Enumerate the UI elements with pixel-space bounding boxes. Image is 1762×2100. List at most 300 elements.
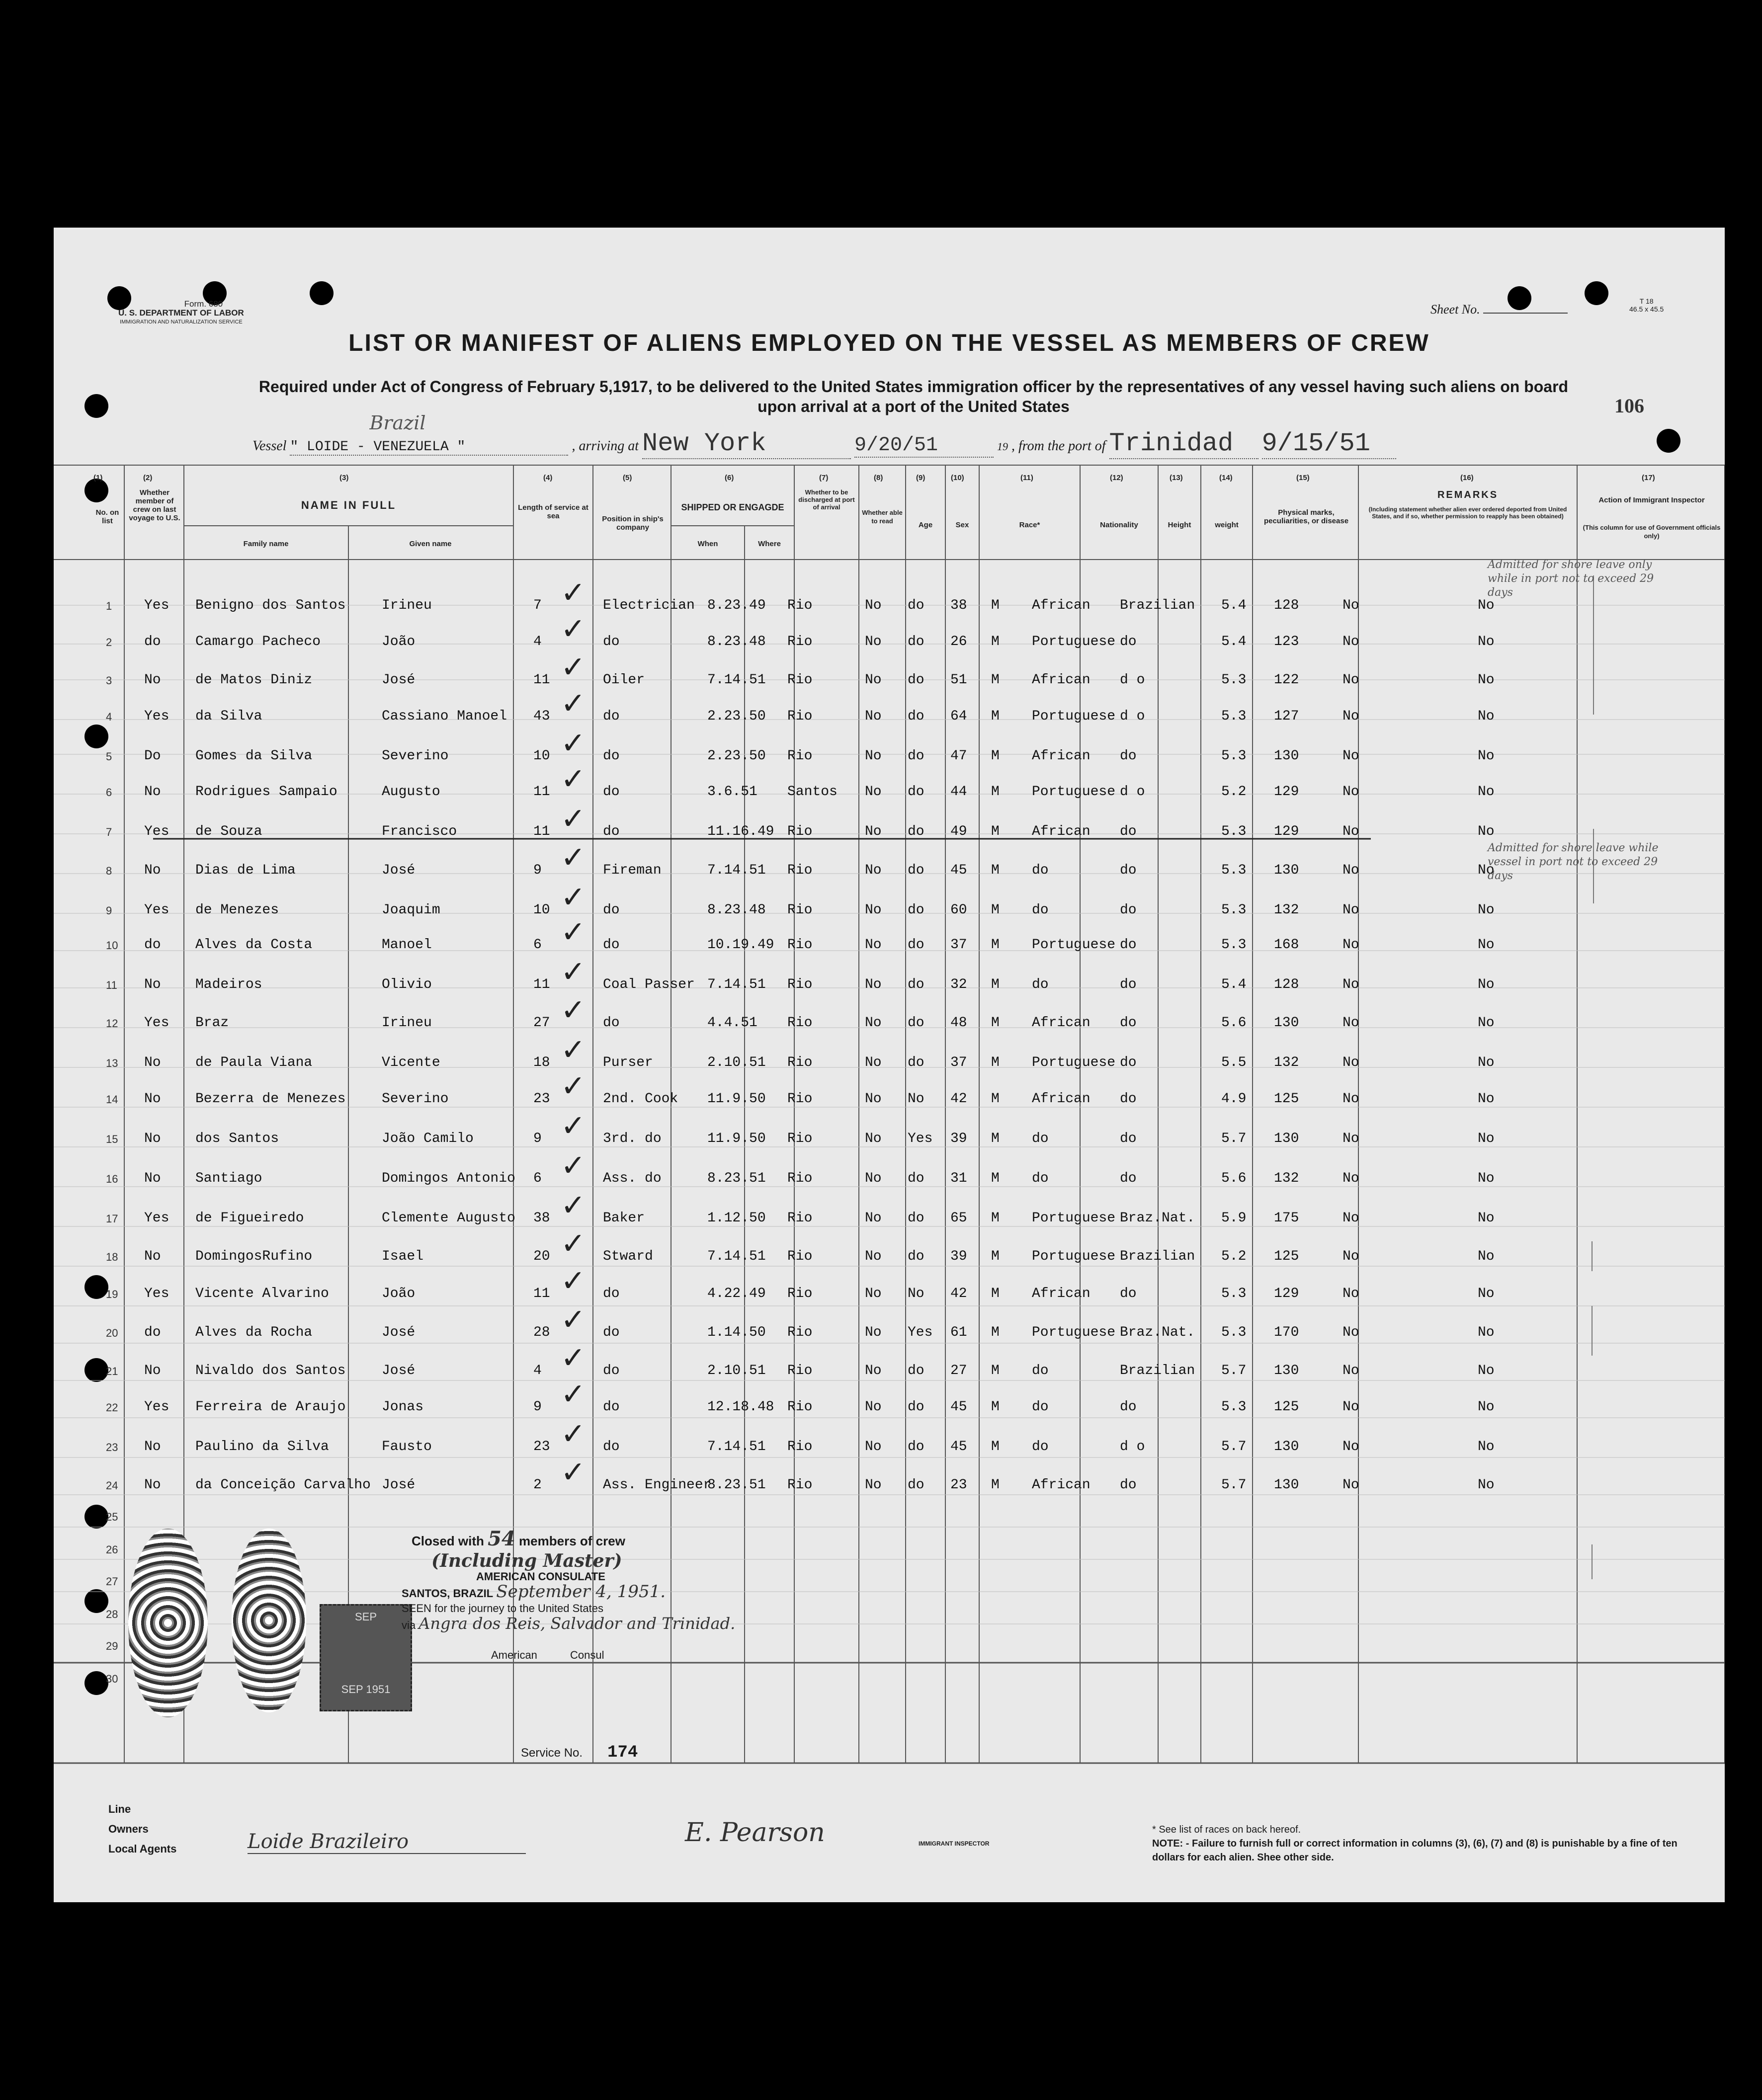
cell-where: Rio [787,598,813,613]
cell-service: 23 [533,1439,550,1454]
column-number: (17) [1642,474,1655,482]
row-number: 21 [106,1365,118,1377]
cell-where: Rio [787,863,813,878]
arriving-label: , arriving at [572,438,639,454]
cell-disch: No [865,977,882,992]
cell-age: 37 [950,937,967,953]
cell-family: Santiago [195,1171,262,1186]
cell-race: Portuguese [1032,784,1116,800]
cell-service: 20 [533,1249,550,1264]
cell-height: 5.7 [1221,1131,1247,1146]
punch-hole [84,1671,108,1695]
cell-nationality: do [1120,863,1137,878]
cell-height: 5.3 [1221,1399,1247,1415]
row-number: 30 [106,1673,118,1685]
cell-disch: No [865,902,882,918]
cell-remarks: No [1478,1015,1495,1031]
vessel-name: " LOIDE - VENEZUELA " [290,439,466,455]
cell-read: Yes [908,1131,933,1146]
cell-weight: 127 [1274,709,1299,724]
cell-marks: No [1342,863,1359,878]
check-mark-icon: ✓ [561,686,586,721]
cell-where: Rio [787,1399,813,1415]
column-number: (1) [93,474,103,482]
cell-prev: do [144,634,161,649]
cell-remarks: No [1478,709,1495,724]
cell-when: 10.19.49 [707,937,774,953]
cell-service: 4 [533,1363,542,1378]
sheet-number [1430,302,1568,317]
cell-when: 1.14.50 [707,1325,766,1340]
punch-hole [84,1358,108,1382]
cell-read: do [908,863,924,878]
cell-family: Nivaldo dos Santos [195,1363,346,1378]
cell-age: 65 [950,1211,967,1226]
check-mark-icon: ✓ [561,726,586,761]
header-weight: weight [1215,521,1239,529]
cell-disch: No [865,709,882,724]
cell-position: do [603,1325,620,1340]
cell-height: 5.4 [1221,977,1247,992]
cell-where: Rio [787,824,813,839]
cell-position: Stward [603,1249,653,1264]
cell-race: African [1032,598,1091,613]
cell-where: Rio [787,1211,813,1226]
cell-disch: No [865,748,882,764]
cell-age: 60 [950,902,967,918]
cell-disch: No [865,598,882,613]
cell-sex: M [991,1439,1000,1454]
cell-nationality: d o [1120,784,1145,800]
owners-label: Owners [108,1823,149,1835]
seen-statement: SEEN for the journey to the United States [402,1602,604,1615]
cell-race: do [1032,1399,1049,1415]
check-mark-icon: ✓ [561,1302,586,1337]
cell-race: African [1032,748,1091,764]
local-agents-value: Loide Brazileiro [248,1830,526,1854]
cell-disch: No [865,784,882,800]
cell-when: 4.4.51 [707,1015,757,1031]
cell-sex: M [991,1131,1000,1146]
cell-remarks: No [1478,937,1495,953]
check-mark-icon: ✓ [561,1148,586,1183]
header-shipped-where: Where [758,540,781,548]
check-mark-icon: ✓ [561,993,586,1028]
cell-when: 2.10.51 [707,1363,766,1378]
cell-where: Rio [787,937,813,953]
cell-height: 5.2 [1221,1249,1247,1264]
check-mark-icon: ✓ [561,575,586,610]
cell-sex: M [991,672,1000,688]
cell-prev: No [144,1091,161,1107]
punch-hole [84,479,108,502]
cell-weight: 130 [1274,748,1299,764]
cell-remarks: No [1478,598,1495,613]
cell-sex: M [991,1286,1000,1301]
cell-race: African [1032,672,1091,688]
column-number: (7) [819,474,829,482]
check-mark-icon: ✓ [561,1109,586,1143]
check-mark-icon: ✓ [561,1188,586,1223]
cell-where: Rio [787,634,813,649]
cell-race: do [1032,1171,1049,1186]
via-label: via [402,1619,416,1631]
cell-where: Rio [787,1477,813,1493]
cell-marks: No [1342,1363,1359,1378]
cell-height: 5.3 [1221,1325,1247,1340]
cell-sex: M [991,1091,1000,1107]
cell-family: da Conceição Carvalho [195,1477,371,1493]
cell-prev: No [144,1477,161,1493]
remark-annotation-row-7: Admitted for shore leave while vessel in port not to exceed 29 days [1488,842,1659,882]
cell-age: 45 [950,1399,967,1415]
cell-remarks: No [1478,1249,1495,1264]
cell-age: 44 [950,784,967,800]
row-number: 20 [106,1327,118,1339]
cell-service: 2 [533,1477,542,1493]
check-mark-icon: ✓ [561,1455,586,1490]
cell-weight: 130 [1274,1015,1299,1031]
via-route: Angra dos Reis, Salvador and Trinidad. [419,1614,736,1633]
cell-height: 5.6 [1221,1171,1247,1186]
cell-when: 11.9.50 [707,1131,766,1146]
cell-weight: 129 [1274,824,1299,839]
closed-with-prefix: Closed with [412,1534,484,1548]
cell-race: do [1032,1363,1049,1378]
cell-race: African [1032,1091,1091,1107]
cell-height: 5.3 [1221,709,1247,724]
consular-certification [402,1569,735,1663]
cell-sex: M [991,1055,1000,1070]
cell-nationality: Brazilian [1120,598,1195,613]
cell-where: Rio [787,1249,813,1264]
cell-weight: 132 [1274,1171,1299,1186]
cell-when: 8.23.48 [707,902,766,918]
check-mark-icon: ✓ [561,1417,586,1452]
cell-age: 32 [950,977,967,992]
cell-position: Electrician [603,598,695,613]
cell-marks: No [1342,1249,1359,1264]
cell-position: do [603,1399,620,1415]
cell-age: 47 [950,748,967,764]
row-number: 18 [106,1251,118,1263]
cell-sex: M [991,1399,1000,1415]
row-number: 3 [106,674,112,687]
header-discharged: Whether to be discharged at port of arrival [798,488,855,511]
row-number: 23 [106,1441,118,1454]
departure-date: 9/15/51 [1262,429,1396,459]
cell-read: do [908,598,924,613]
cell-given: Augusto [382,784,440,800]
cell-family: de Figueiredo [195,1211,304,1226]
row-number: 26 [106,1543,118,1556]
cell-nationality: do [1120,902,1137,918]
cell-height: 5.6 [1221,1015,1247,1031]
cell-service: 28 [533,1325,550,1340]
cell-read: do [908,1055,924,1070]
column-number: (12) [1110,474,1123,482]
cell-remarks: No [1478,1055,1495,1070]
check-mark-icon: ✓ [561,1341,586,1375]
punch-hole [84,725,108,748]
cell-where: Rio [787,1286,813,1301]
cell-prev: No [144,1363,161,1378]
header-name-in-full: NAME IN FULL [301,499,397,511]
cell-prev: No [144,977,161,992]
stamp-bottom-text: SEP 1951 [341,1683,391,1696]
cell-marks: No [1342,824,1359,839]
cell-nationality: d o [1120,672,1145,688]
races-note: * See list of races on back hereof. [1152,1824,1301,1835]
cell-when: 7.14.51 [707,672,766,688]
cell-marks: No [1342,1286,1359,1301]
cell-remarks: No [1478,634,1495,649]
cell-nationality: do [1120,977,1137,992]
cell-read: do [908,1439,924,1454]
cell-nationality: Brazilian [1120,1363,1195,1378]
cell-sex: M [991,1477,1000,1493]
consul-label: Consul [570,1649,604,1661]
manifest-sheet [54,228,1725,1902]
cell-race: Portuguese [1032,1249,1116,1264]
check-mark-icon: ✓ [561,915,586,950]
cell-nationality: do [1120,1399,1137,1415]
cell-family: Camargo Pacheco [195,634,321,649]
cell-weight: 125 [1274,1091,1299,1107]
line-label: Line [108,1803,131,1815]
cell-where: Rio [787,902,813,918]
cell-family: Madeiros [195,977,262,992]
cell-race: do [1032,1131,1049,1146]
header-remarks-detail: (Including statement whether alien ever ordered deported from United States, and if so, whether permission to reapply has been obtained) [1368,506,1567,520]
cell-sex: M [991,1363,1000,1378]
arrival-date: 9/20/51 [854,434,994,458]
form-identification [118,300,244,326]
cell-height: 5.3 [1221,937,1247,953]
cell-height: 5.4 [1221,634,1247,649]
cell-race: Portuguese [1032,709,1116,724]
cell-nationality: do [1120,1015,1137,1031]
cell-position: do [603,937,620,953]
cell-marks: No [1342,1325,1359,1340]
column-number: (16) [1460,474,1474,482]
cell-nationality: do [1120,634,1137,649]
cell-weight: 130 [1274,1439,1299,1454]
cell-prev: No [144,1055,161,1070]
cell-weight: 130 [1274,1131,1299,1146]
subtitle-line-2: upon arrival at a port of the United States [757,398,1070,415]
cell-age: 23 [950,1477,967,1493]
cell-age: 64 [950,709,967,724]
cell-where: Rio [787,1015,813,1031]
column-number: (13) [1170,474,1183,482]
cell-read: do [908,1211,924,1226]
cell-when: 8.23.49 [707,598,766,613]
cell-prev: Yes [144,1286,169,1301]
cell-position: Baker [603,1211,645,1226]
row-number: 29 [106,1640,118,1652]
header-position: Position in ship's company [602,515,664,532]
consular-seal-left [128,1529,208,1717]
cell-where: Rio [787,672,813,688]
header-nationality: Nationality [1100,521,1138,529]
cell-given: João [382,1286,416,1301]
vessel-label: Vessel [252,438,287,454]
cell-service: 27 [533,1015,550,1031]
service-label: Service No. [521,1746,583,1760]
cell-prev: Yes [144,824,169,839]
punch-hole [84,1275,108,1299]
cell-prev: Yes [144,1211,169,1226]
header-physical-marks: Physical marks, peculiarities, or disease [1263,508,1349,525]
header-age: Age [918,521,933,529]
cell-given: Clemente Augusto [382,1211,515,1226]
column-number: (2) [143,474,153,482]
cell-marks: No [1342,598,1359,613]
cell-position: Coal Passer [603,977,695,992]
cell-height: 5.4 [1221,598,1247,613]
row-number: 11 [106,979,117,991]
cell-marks: No [1342,1171,1359,1186]
cell-sex: M [991,1015,1000,1031]
cell-remarks: No [1478,1131,1495,1146]
punch-hole [84,394,108,418]
header-no-on-list: No. on list [95,508,119,525]
column-number: (10) [951,474,964,482]
row-number: 12 [106,1017,118,1030]
cell-service: 23 [533,1091,550,1107]
cell-remarks: No [1478,824,1495,839]
cell-service: 11 [533,1286,550,1301]
cell-where: Rio [787,1055,813,1070]
cell-family: Braz [195,1015,229,1031]
cell-race: Portuguese [1032,937,1116,953]
cell-age: 37 [950,1055,967,1070]
vessel-name-field [290,412,568,456]
cell-weight: 128 [1274,598,1299,613]
row-number: 6 [106,786,112,799]
cell-service: 9 [533,1399,542,1415]
inspector-label: IMMIGRANT INSPECTOR [919,1840,990,1847]
cell-nationality: d o [1120,1439,1145,1454]
cell-nationality: do [1120,1477,1137,1493]
closing-statement [412,1527,625,1571]
cell-sex: M [991,784,1000,800]
punch-hole [84,1589,108,1613]
cell-given: João Camilo [382,1131,474,1146]
cell-read: do [908,937,924,953]
cell-where: Rio [787,1131,813,1146]
cell-prev: Do [144,748,161,764]
cell-read: do [908,977,924,992]
cell-service: 10 [533,902,550,918]
check-mark-icon: ✓ [561,1377,586,1412]
cell-given: Manoel [382,937,432,953]
cell-race: Portuguese [1032,1211,1116,1226]
cell-height: 4.9 [1221,1091,1247,1107]
cell-disch: No [865,1055,882,1070]
cell-age: 42 [950,1091,967,1107]
cell-prev: do [144,937,161,953]
column-number: (5) [623,474,632,482]
cell-weight: 130 [1274,1477,1299,1493]
cell-marks: No [1342,1211,1359,1226]
cell-remarks: No [1478,977,1495,992]
cell-height: 5.7 [1221,1363,1247,1378]
row-number: 19 [106,1288,118,1300]
check-mark-icon: ✓ [561,802,586,836]
cell-prev: Yes [144,598,169,613]
cell-when: 7.14.51 [707,863,766,878]
cell-service: 9 [533,863,542,878]
row-number: 27 [106,1575,118,1588]
row-number: 9 [106,904,112,917]
cell-age: 38 [950,598,967,613]
cell-when: 4.22.49 [707,1286,766,1301]
cell-disch: No [865,1325,882,1340]
cell-marks: No [1342,902,1359,918]
cell-sex: M [991,937,1000,953]
cell-service: 7 [533,598,542,613]
cell-where: Rio [787,977,813,992]
cell-where: Rio [787,709,813,724]
cell-remarks: No [1478,1439,1495,1454]
cell-position: do [603,1015,620,1031]
cell-disch: No [865,1477,882,1493]
cell-prev: No [144,863,161,878]
cell-nationality: Brazilian [1120,1249,1195,1264]
cell-when: 11.9.50 [707,1091,766,1107]
cell-service: 11 [533,672,550,688]
cell-age: 31 [950,1171,967,1186]
cell-remarks: No [1478,1325,1495,1340]
column-number: (11) [1020,474,1033,482]
cell-disch: No [865,634,882,649]
cell-remarks: No [1478,748,1495,764]
cell-disch: No [865,1439,882,1454]
row-number: 22 [106,1401,118,1414]
cell-weight: 132 [1274,902,1299,918]
cell-sex: M [991,977,1000,992]
including-master: (Including Master) [431,1550,622,1571]
check-mark-icon: ✓ [561,762,586,797]
cell-age: 27 [950,1363,967,1378]
cell-when: 3.6.51 [707,784,757,800]
row-number: 7 [106,826,112,838]
cell-prev: No [144,1249,161,1264]
check-mark-icon: ✓ [561,1226,586,1261]
cell-service: 38 [533,1211,550,1226]
cell-given: José [382,672,416,688]
service-number-value: 174 [607,1743,638,1762]
cell-height: 5.2 [1221,784,1247,800]
row-number: 1 [106,600,112,612]
cell-position: do [603,1363,620,1378]
t18-code: T 18 [1639,297,1654,305]
cell-where: Rio [787,748,813,764]
cell-remarks: No [1478,1211,1495,1226]
cell-given: Olivio [382,977,432,992]
subtitle-line-1: Required under Act of Congress of February 5,1917, to be delivered to the United States immigration officer by the representatives of any vessel having such aliens on board [258,378,1569,396]
cell-age: 39 [950,1131,967,1146]
cell-service: 10 [533,748,550,764]
cell-weight: 122 [1274,672,1299,688]
cell-when: 7.14.51 [707,977,766,992]
cell-read: do [908,748,924,764]
cell-where: Rio [787,1363,813,1378]
cell-race: do [1032,1439,1049,1454]
row-number: 17 [106,1212,118,1225]
